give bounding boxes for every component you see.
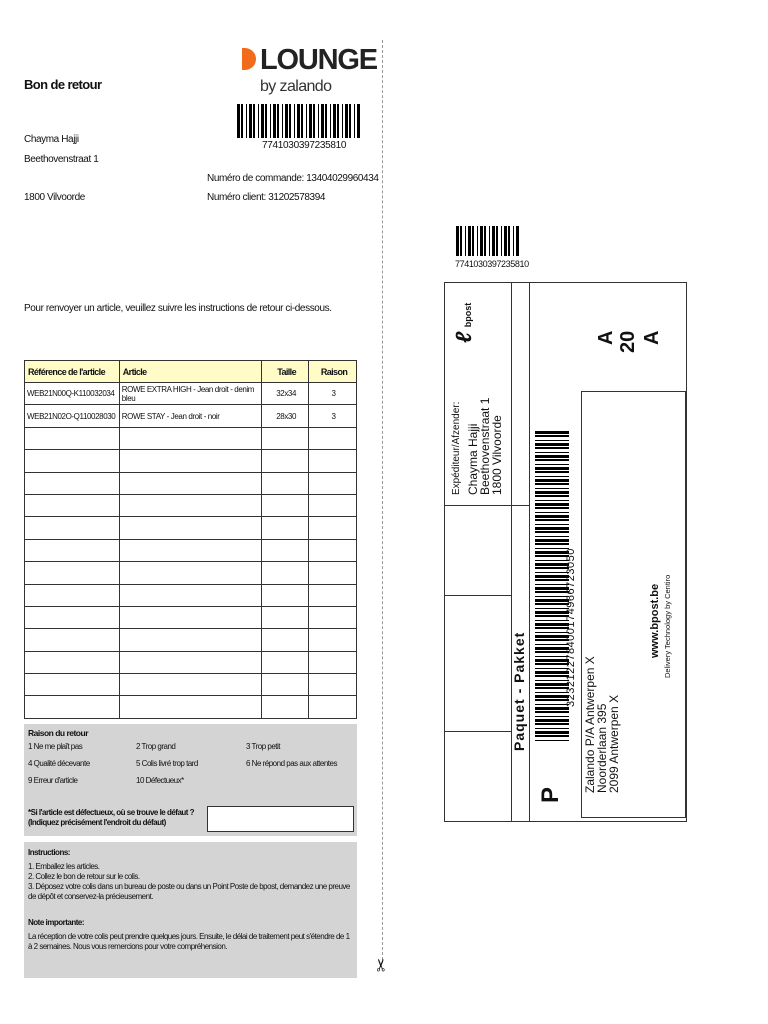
table-row [25,517,357,539]
table-cell: 3 [309,405,357,427]
barcode-bar [535,476,569,477]
barcode-bar [535,567,569,569]
barcode-bar [535,464,569,465]
barcode-bar [535,644,569,645]
label-divider [445,731,511,732]
table-cell [262,494,309,516]
barcode-bar [535,479,569,482]
table-cell [25,674,120,696]
table-cell [262,606,309,628]
table-cell [309,494,357,516]
table-row [25,494,357,516]
table-cell: WEB21N02O-Q110028030 [25,405,120,427]
barcode-bar [535,671,569,674]
barcode-bar [535,584,569,585]
barcode-bar [535,527,569,530]
table-cell [262,696,309,718]
barcode-bar [337,104,339,138]
barcode-bar [477,226,478,256]
table-cell [25,472,120,494]
barcode-bar [535,443,569,446]
items-table [24,360,357,719]
table-cell [119,696,261,718]
reason-item: 3 Trop petit [246,742,281,751]
table-cell [309,606,357,628]
barcode-bar [535,680,569,681]
barcode-bar [465,226,466,256]
barcode-bar [535,572,569,573]
reason-item: 6 Ne répond pas aux attentes [246,759,337,768]
shipping-label [444,282,687,822]
table-cell: 28x30 [262,405,309,427]
sender-city: 1800 Vilvoorde [24,192,85,203]
barcode-bar [535,656,569,657]
barcode-bar [513,226,514,256]
table-cell [25,450,120,472]
label-divider [529,283,530,821]
intro-text: Pour renvoyer un article, veuillez suivre les instructions de retour ci-dessous. [24,303,332,314]
sort-code-part: A [595,330,617,345]
barcode-bar [480,226,483,256]
barcode-bar [535,452,569,453]
barcode-bar [535,596,569,597]
barcode-bar [282,104,283,138]
note-text: La réception de votre colis peut prendre quelques jours. Ensuite, le délai de traitement peut s'étendre de 1 à 2 semaines. Nous vous remercions pour votre compréhension. [28,932,350,951]
barcode-bar [535,668,569,669]
barcode-bar [535,659,569,662]
sort-code-part: 20 [617,330,639,353]
barcode-bar [313,104,315,138]
table-cell [309,427,357,449]
instruction-step: 1. Emballez les articles. [28,862,100,871]
barcode-bar [277,104,279,138]
label-divider [445,595,511,596]
instruction-step: 3. Déposez votre colis dans un bureau de poste ou dans un Point Poste de bpost, demandez une preuve de dépôt et conservez-la précieusement. [28,882,350,901]
barcode-bar [342,104,343,138]
barcode-bar [508,226,510,256]
recipient-street: Noorderlaan 395 [595,703,609,793]
barcode-bar [535,579,569,581]
barcode-bar [306,104,307,138]
barcode-bar [330,104,331,138]
reason-item: 5 Colis livré trop tard [136,759,198,768]
barcode-bar [535,704,569,705]
label-sender-city: 1800 Vilvoorde [490,415,504,495]
barcode-bar [535,563,569,566]
table-cell [119,539,261,561]
reason-item: 9 Erreur d'article [28,776,78,785]
barcode-bar [241,104,243,138]
table-cell [309,629,357,651]
sender-street: Beethovenstraat 1 [24,154,99,165]
barcode-bar [535,723,569,725]
label-barcode [456,226,522,256]
barcode-bar [333,104,336,138]
table-cell [309,539,357,561]
service-type: Paquet - Pakket [511,631,527,751]
barcode-bar [535,467,569,470]
table-cell: 3 [309,383,357,405]
order-barcode [237,104,363,138]
col-header-size: Taille [262,361,309,383]
barcode-bar [249,104,252,138]
table-cell [25,651,120,673]
note-heading: Note importante: [28,918,84,927]
table-row [25,651,357,673]
recipient-name: Zalando P/A Antwerpen X [583,656,597,793]
sort-code-part: A [641,330,663,345]
table-row [25,584,357,606]
table-cell [262,629,309,651]
table-cell [262,674,309,696]
barcode-bar [535,471,569,473]
barcode-bar [535,627,569,629]
col-header-reason: Raison [309,361,357,383]
table-cell [262,584,309,606]
barcode-bar [535,611,569,614]
barcode-bar [535,692,569,693]
barcode-bar [535,651,569,653]
table-cell [119,517,261,539]
table-cell: ROWE EXTRA HIGH - Jean droit - denim bleu [119,383,261,405]
sort-code [641,331,664,345]
table-row [25,539,357,561]
barcode-bar [246,104,247,138]
barcode-bar [535,543,569,545]
barcode-bar [535,699,569,701]
barcode-bar [535,483,569,485]
barcode-bar [535,515,569,518]
barcode-bar [285,104,288,138]
barcode-bar [357,104,360,138]
table-cell [309,696,357,718]
instructions-box [24,842,357,978]
barcode-bar [535,440,569,441]
label-divider [445,505,530,506]
client-number: Numéro client: 31202578394 [207,192,326,203]
barcode-bar [237,104,240,138]
barcode-bar [535,675,569,677]
table-cell: WEB21N00Q-K110032034 [25,383,120,405]
barcode-bar [535,731,569,734]
table-cell [309,651,357,673]
barcode-bar [535,548,569,549]
barcode-bar [325,104,327,138]
barcode-bar [460,226,462,256]
return-reasons-box [24,724,357,836]
barcode-bar [535,495,569,497]
table-cell [25,606,120,628]
barcode-bar [535,455,569,458]
table-cell [25,696,120,718]
table-cell [119,584,261,606]
barcode-bar [270,104,271,138]
sort-code [595,331,618,345]
barcode-bar [535,663,569,665]
table-row [25,472,357,494]
barcode-bar [535,591,569,593]
barcode-bar [535,716,569,717]
barcode-bar [535,719,569,722]
table-cell [119,674,261,696]
table-cell [25,629,120,651]
barcode-bar [535,531,569,533]
order-barcode-number: 7741030397235810 [262,140,347,151]
barcode-bar [535,447,569,449]
barcode-bar [535,539,569,542]
tracking-number: 323212278400174966723050 [565,548,577,707]
barcode-bar [321,104,324,138]
barcode-bar [535,632,569,633]
table-row [25,383,357,405]
barcode-bar [472,226,474,256]
page-title: Bon de retour [24,77,102,92]
barcode-bar [253,104,255,138]
barcode-bar [535,707,569,710]
tracking-barcode [535,431,569,743]
defect-answer-field[interactable] [207,806,354,832]
bpost-logo [451,303,477,343]
barcode-bar [535,587,569,590]
reason-item: 1 Ne me plaît pas [28,742,83,751]
table-cell [262,539,309,561]
col-header-reference: Référence de l'article [25,361,120,383]
table-cell [119,651,261,673]
table-row [25,450,357,472]
barcode-bar [468,226,471,256]
bpost-website: www.bpost.be [649,583,661,658]
barcode-bar [535,551,569,554]
table-cell [119,427,261,449]
barcode-bar [289,104,291,138]
logo-mark-icon [242,48,256,70]
barcode-bar [535,555,569,557]
barcode-bar [535,503,569,506]
barcode-bar [535,536,569,537]
lounge-logo [242,44,377,98]
barcode-bar [535,740,569,741]
table-row [25,674,357,696]
barcode-bar [535,683,569,686]
barcode-bar [501,226,502,256]
barcode-bar [535,635,569,638]
label-sender-name: Chayma Hajji [466,423,480,495]
col-header-article: Article [119,361,261,383]
table-cell: ROWE STAY - Jean droit - noir [119,405,261,427]
order-number: Numéro de commande: 13404029960434 [207,173,379,184]
table-cell [309,472,357,494]
barcode-bar [535,488,569,489]
table-cell [25,517,120,539]
table-cell [309,674,357,696]
barcode-bar [261,104,264,138]
recipient-city: 2099 Antwerpen X [607,694,621,793]
table-row [25,405,357,427]
sort-code [617,331,640,353]
barcode-bar [489,226,490,256]
sender-name: Chayma Hajji [24,134,79,145]
barcode-bar [535,459,569,461]
barcode-bar [484,226,486,256]
table-cell [119,629,261,651]
barcode-bar [354,104,355,138]
logo-byline: by zalando [260,78,332,95]
barcode-bar [294,104,295,138]
table-cell [119,606,261,628]
reason-item: 4 Qualité décevante [28,759,90,768]
table-cell [262,651,309,673]
reason-item: 2 Trop grand [136,742,176,751]
label-sender-street: Beethovenstraat 1 [478,397,492,495]
barcode-bar [535,711,569,713]
barcode-bar [504,226,507,256]
defect-question: *Si l'article est défectueux, où se trouve le défaut ? (Indiquez précisément l'endroit du défaut) [28,808,195,827]
barcode-bar [535,524,569,525]
barcode-bar [516,226,519,256]
barcode-bar [535,647,569,650]
barcode-bar [535,435,569,437]
barcode-bar [258,104,259,138]
barcode-bar [535,735,569,737]
table-cell [119,472,261,494]
barcode-bar [318,104,319,138]
table-row [25,427,357,449]
table-cell [119,494,261,516]
table-cell [262,517,309,539]
barcode-bar [535,575,569,578]
barcode-bar [535,599,569,602]
table-cell [25,427,120,449]
table-cell [309,450,357,472]
table-cell [119,562,261,584]
centiro-credit: Delivery Technology by Centiro [663,574,672,678]
barcode-bar [535,519,569,521]
table-cell [25,539,120,561]
table-cell [262,472,309,494]
table-cell [262,450,309,472]
table-row [25,606,357,628]
logo-text: LOUNGE [260,44,377,76]
label-barcode-number: 7741030397235810 [455,259,529,269]
barcode-bar [535,491,569,494]
table-cell [309,517,357,539]
barcode-bar [265,104,267,138]
barcode-bar [297,104,300,138]
table-cell [25,562,120,584]
table-cell [119,450,261,472]
table-cell [309,584,357,606]
barcode-bar [535,728,569,729]
barcode-bar [535,615,569,617]
table-row [25,696,357,718]
table-row [25,562,357,584]
barcode-bar [535,623,569,626]
barcode-bar [535,431,569,434]
table-cell [309,562,357,584]
table-cell [262,427,309,449]
barcode-bar [309,104,312,138]
barcode-bar [273,104,276,138]
barcode-bar [535,639,569,641]
bpost-logo-text: bpost [463,302,473,328]
instructions-heading: Instructions: [28,848,70,857]
barcode-bar [535,603,569,605]
instruction-step: 2. Collez le bon de retour sur le colis. [28,872,140,881]
table-cell [262,562,309,584]
sender-heading: Expéditeur/Afzender: [451,401,462,495]
barcode-bar [301,104,303,138]
table-cell: 32x34 [262,383,309,405]
barcode-bar [349,104,351,138]
reasons-heading: Raison du retour [28,728,89,738]
barcode-bar [345,104,348,138]
barcode-bar [496,226,498,256]
barcode-bar [535,695,569,698]
scissors-icon: ✂ [372,957,392,973]
barcode-bar [535,500,569,501]
barcode-bar [535,620,569,621]
barcode-bar [535,507,569,509]
barcode-bar [535,512,569,513]
table-row [25,629,357,651]
bpost-mark-icon: ℓ [451,331,476,343]
service-letter: P [537,786,564,803]
table-cell [25,584,120,606]
cut-line [382,40,383,960]
barcode-bar [492,226,495,256]
table-cell [25,494,120,516]
barcode-bar [456,226,459,256]
barcode-bar [535,687,569,689]
reason-item: 10 Défectueux* [136,776,184,785]
barcode-bar [535,608,569,609]
barcode-bar [535,560,569,561]
